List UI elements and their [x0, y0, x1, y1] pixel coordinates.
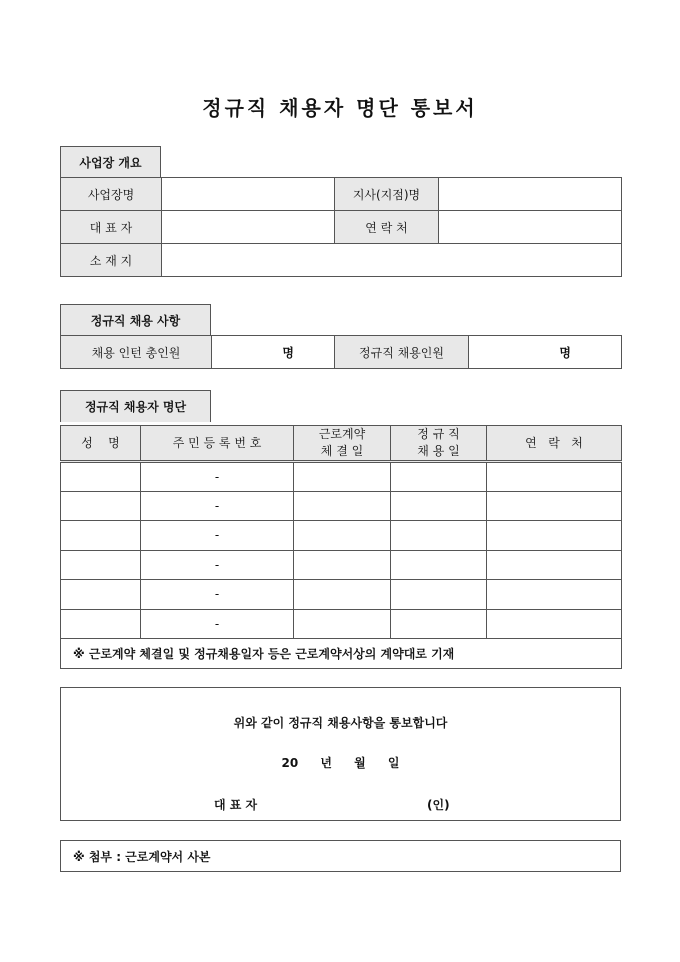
representative-label: 대 표 자 — [61, 211, 162, 244]
contract-date-cell[interactable] — [294, 521, 391, 551]
document-title: 정규직 채용자 명단 통보서 — [202, 96, 478, 120]
hire-date-cell[interactable] — [391, 609, 487, 639]
intern-unit: 명 — [282, 345, 294, 360]
contact-cell[interactable] — [487, 521, 622, 551]
notice-statement: 위와 같이 정규직 채용사항을 통보합니다 — [233, 716, 448, 730]
table-row — [61, 550, 622, 580]
representative-field[interactable] — [162, 211, 335, 244]
regular-hire-label: 정규직 채용인원 — [335, 336, 469, 369]
hire-list-header-row — [61, 426, 622, 462]
rrn-cell[interactable]: - — [141, 550, 294, 580]
seal-mark: (인) — [427, 798, 450, 812]
name-cell[interactable] — [61, 580, 141, 610]
signer-label: 대 표 자 — [214, 798, 258, 812]
contact-cell[interactable] — [487, 580, 622, 610]
address-field[interactable] — [162, 244, 622, 277]
notice-date — [61, 754, 620, 771]
hire-date-cell[interactable] — [391, 580, 487, 610]
rrn-cell[interactable]: - — [141, 462, 294, 492]
header-contact: 연 락 처 — [487, 426, 622, 462]
section-hiring-summary-tab: 정규직 채용 사항 — [60, 304, 211, 336]
section-hire-list-tab: 정규직 채용자 명단 — [60, 390, 211, 422]
hire-date-cell[interactable] — [391, 491, 487, 521]
contract-date-cell[interactable] — [294, 462, 391, 492]
name-cell[interactable] — [61, 609, 141, 639]
header-contract-line2: 체 결 일 — [320, 444, 364, 458]
header-rrn: 주 민 등 록 번 호 — [141, 426, 294, 462]
section-company-overview-tab: 사업장 개요 — [60, 146, 161, 178]
header-name: 성 명 — [61, 426, 141, 462]
company-name-label: 사업장명 — [61, 178, 162, 211]
name-cell[interactable] — [61, 550, 141, 580]
notice-box — [60, 687, 621, 821]
rrn-cell[interactable]: - — [141, 609, 294, 639]
date-day: 일 — [387, 756, 400, 770]
regular-hire-field[interactable] — [469, 336, 622, 369]
contact-field[interactable] — [439, 211, 622, 244]
branch-name-field[interactable] — [439, 178, 622, 211]
intern-total-label: 채용 인턴 총인원 — [61, 336, 212, 369]
rrn-cell[interactable]: - — [141, 521, 294, 551]
contract-date-cell[interactable] — [294, 580, 391, 610]
contact-label: 연 락 처 — [335, 211, 439, 244]
rrn-cell[interactable]: - — [141, 491, 294, 521]
date-year-unit: 년 — [320, 756, 332, 770]
table-row — [61, 580, 622, 610]
date-year: 20 — [281, 756, 299, 770]
name-cell[interactable] — [61, 521, 141, 551]
address-label: 소 재 지 — [61, 244, 162, 277]
header-contract-date — [294, 426, 391, 462]
date-month: 월 — [354, 756, 366, 770]
hire-date-cell[interactable] — [391, 550, 487, 580]
attachment-box: ※ 첨부 : 근로계약서 사본 — [60, 840, 621, 872]
contract-date-cell[interactable] — [294, 609, 391, 639]
contact-cell[interactable] — [487, 609, 622, 639]
hire-list-table — [60, 425, 622, 669]
company-overview-table — [60, 177, 622, 277]
hiring-summary-table — [60, 335, 622, 369]
header-hire-line1: 정 규 직 — [417, 427, 460, 441]
company-name-field[interactable] — [162, 178, 335, 211]
rrn-cell[interactable]: - — [141, 580, 294, 610]
hire-list-note: ※ 근로계약 체결일 및 정규채용일자 등은 근로계약서상의 계약대로 기재 — [61, 639, 622, 669]
contract-date-cell[interactable] — [294, 550, 391, 580]
hire-date-cell[interactable] — [391, 521, 487, 551]
regular-unit: 명 — [559, 345, 571, 360]
name-cell[interactable] — [61, 491, 141, 521]
contract-date-cell[interactable] — [294, 491, 391, 521]
contact-cell[interactable] — [487, 462, 622, 492]
header-hire-line2: 채 용 일 — [417, 444, 460, 458]
table-row — [61, 462, 622, 492]
table-row — [61, 521, 622, 551]
hire-date-cell[interactable] — [391, 462, 487, 492]
header-contract-line1: 근로계약 — [318, 427, 366, 441]
name-cell[interactable] — [61, 462, 141, 492]
intern-total-field[interactable] — [212, 336, 335, 369]
header-hire-date — [391, 426, 487, 462]
contact-cell[interactable] — [487, 491, 622, 521]
branch-name-label: 지사(지점)명 — [335, 178, 439, 211]
contact-cell[interactable] — [487, 550, 622, 580]
table-row — [61, 491, 622, 521]
table-row — [61, 609, 622, 639]
